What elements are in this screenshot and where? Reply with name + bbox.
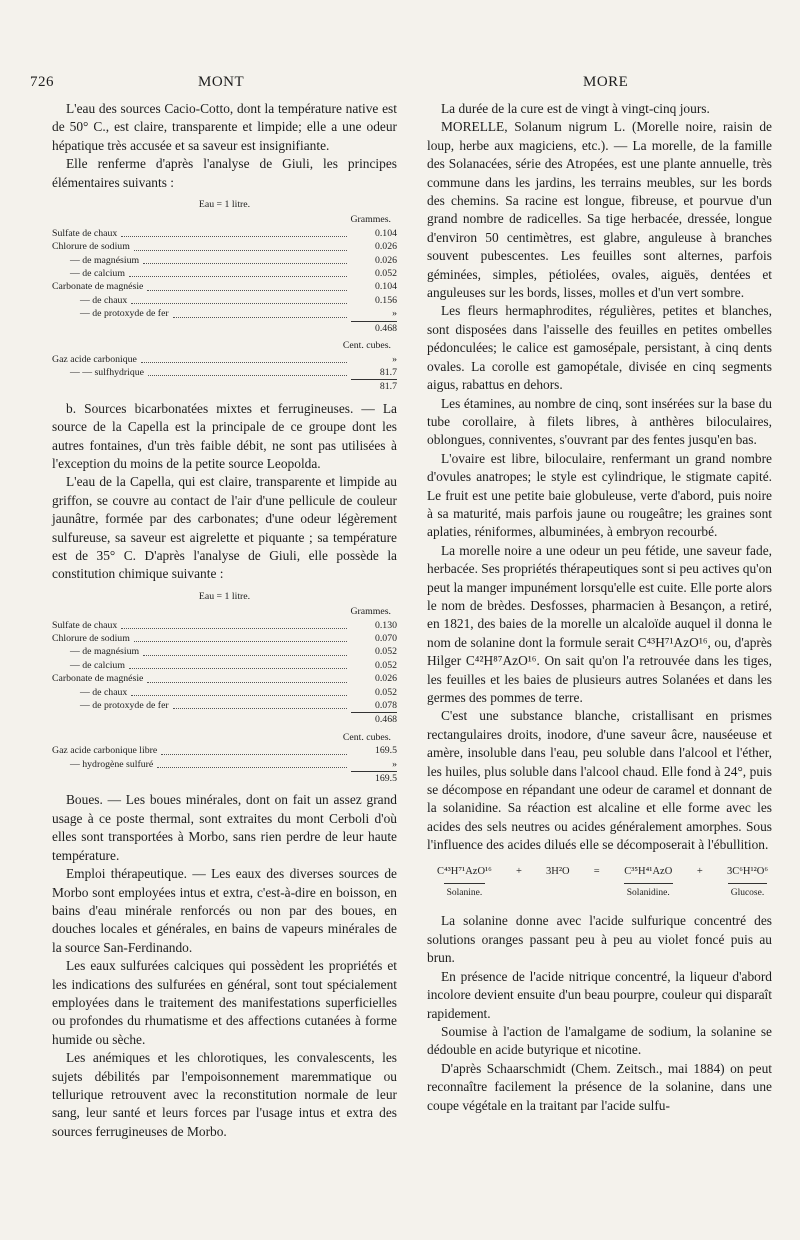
equation-label: Solanidine. xyxy=(624,883,673,902)
equation-term: 3H²O xyxy=(546,865,570,877)
paragraph: L'eau de la Capella, qui est claire, transparente et limpide au griffon, se couvre au contact de l'air d'une pellicule de couleur jaunâtre, formée par des carbonates; d'une odeur légèrement sulfureuse, sa saveur est aigrelette et piquante ; sa température est de 35° C. D'après l'analyse de Giuli, elle possède la constitution chimique suivante : xyxy=(52,474,397,582)
equation-label: Glucose. xyxy=(728,883,768,902)
table-caption: Eau = 1 litre. xyxy=(198,590,251,602)
paragraph: Les anémiques et les chlorotiques, les convalescents, les sujets débilités par l'empoisonnement maremmatique ou tellurique retrouvent avec la reconstitution normale de leur sang, leur santé et leurs forces par l'usage intus et extra des sources ferrugineuses de Morbo. xyxy=(52,1050,397,1139)
table-total: 81.7 xyxy=(52,379,397,393)
table-total: 0.468 xyxy=(52,712,397,726)
paragraph: Les fleurs hermaphrodites, régulières, petites et blanches, sont disposées dans l'aisselle des feuilles en petites ombelles pédonculées; le calice est gamosépale, persistant, à cinq dents ovales. La corolle est gamopétale, divisée en cinq segments aigus, rabattus en dehors. xyxy=(427,303,772,393)
table-row: — hydrogène sulfuré » xyxy=(70,758,397,770)
units-label: Cent. cubes. xyxy=(342,340,391,352)
table-total: 0.468 xyxy=(52,321,397,335)
table-total: 169.5 xyxy=(52,771,397,785)
paragraph: Les étamines, au nombre de cinq, sont insérées sur la base du tube corollaire, à filets libres, à anthères biloculaires, oblongues, conniventes, s'ouvrant par des fentes jusqu'en bas. xyxy=(427,395,772,448)
paragraph: Elle renferme d'après l'analyse de Giuli, les principes élémentaires suivants : xyxy=(52,156,397,190)
units-label: Grammes. xyxy=(350,606,391,618)
table-caption: Eau = 1 litre. xyxy=(198,199,251,211)
table-row: Gaz acide carbonique libre 169.5 xyxy=(52,745,397,757)
paragraph: Emploi thérapeutique. — Les eaux des diverses sources de Morbo sont employées intus et extra, c'est-à-dire en boisson, en bains d'eau minérale renforcés ou non par des boues, en douches locales et générales, en bains de vapeurs minérales de la source San-Ferdinando. xyxy=(52,866,397,955)
table-row: — de chaux 0.156 xyxy=(80,294,397,306)
paragraph: b. Sources bicarbonatées mixtes et ferrugineuses. — La source de la Capella est la principale de ce groupe dont les autres fontaines, d'un très faible débit, ne sont pas utilisées à l'exception du moins de la petite source Leopolda. xyxy=(52,400,397,471)
paragraph: D'après Schaarschmidt (Chem. Zeitsch., mai 1884) on peut reconnaître facilement la présence de la solanine, dans une coupe végétale en la traitant par l'acide sulfu- xyxy=(427,1060,772,1113)
paragraph-morelle: MORELLE, Solanum nigrum L. (Morelle noire, raisin de loup, herbe aux magiciens, etc.). — La morelle, de la famille des Solanacées, série des Atropées, est une plante annuelle, très commune dans les jardins, les terrains meubles, sur les bords des chemins. Sa racine est longue, fibreuse, et pourvue d'un grand nombre de radicelles. Sa tige herbacée, dressée, longue d'environ 50 centimètres, est glabre, anguleuse à branches souvent pubescentes. Les feuilles sont alternes, parfois géminées, simples, pétiolées, ovales, aiguës, dentées et anguleuses sur les bords, lisses, molles et d'un vert sombre. xyxy=(427,119,772,301)
equation-operator: = xyxy=(593,865,600,877)
table-row: — de magnésium 0.052 xyxy=(70,646,397,658)
paragraph: Soumise à l'action de l'amalgame de sodium, la solanine se dédouble en acide butyrique et nicotine. xyxy=(427,1023,772,1058)
paragraph: Les eaux sulfurées calciques qui possèdent les propriétés et les indications des sulfurées en général, sont tout spécialement employées dans le traitement des manifestations superficielles ou profondes du rhumatisme et des affections cutanées à forme humide ou sèche. xyxy=(52,958,397,1047)
running-head-right: MORE xyxy=(583,74,629,90)
table-row: — de magnésium 0.026 xyxy=(70,254,397,266)
paragraph: C'est une substance blanche, cristallisant en prismes rectangulaires droits, inodore, d'une saveur âcre, nauséeuse et amère, insoluble dans l'eau, peu soluble dans l'alcool et l'éther, les huiles, plus soluble dans l'alcool chaud. Elle fond à 24°, puis se décompose en répandant une odeur de caramel et donnant de la solanidine. Sa réaction est alcaline et elle forme avec les acides des sels neutres ou acides généralement amorphes. Sous l'influence des acides dilués elle se décomposerait à l'ébullition. xyxy=(427,708,772,853)
analysis-table-cacio-cotto xyxy=(52,198,397,394)
equation-operator: + xyxy=(696,865,703,877)
paragraph: La durée de la cure est de vingt à vingt-cinq jours. xyxy=(441,101,710,116)
table-row: Carbonate de magnésie 0.104 xyxy=(52,281,397,293)
table-row: Sulfate de chaux 0.130 xyxy=(52,619,397,631)
table-row: — de protoxyde de fer 0.078 xyxy=(80,700,397,712)
page-number: 726 xyxy=(30,74,54,90)
equation-term: C³⁵H⁴¹AzO Solanidine. xyxy=(624,863,673,903)
table-row: Chlorure de sodium 0.070 xyxy=(52,633,397,644)
right-column xyxy=(427,100,772,1115)
paragraph: La solanine donne avec l'acide sulfurique concentré des solutions oranges passant peu à peu au violet foncé puis au brun. xyxy=(427,913,772,966)
table-row: — de chaux 0.052 xyxy=(80,686,397,698)
table-row: Sulfate de chaux 0.104 xyxy=(52,227,397,239)
equation-operator: + xyxy=(515,865,522,877)
table-row: Chlorure de sodium 0.026 xyxy=(52,241,397,253)
running-head-left: MONT xyxy=(198,74,245,90)
equation-term: 3C⁶H¹²O⁶ Glucose. xyxy=(727,863,768,903)
paragraph: En présence de l'acide nitrique concentré, la liqueur d'abord incolore devient ensuite d'un beau pourpre, couleur qui disparaît rapidement. xyxy=(427,968,772,1021)
units-label: Cent. cubes. xyxy=(342,731,391,743)
paragraph: L'eau des sources Cacio-Cotto, dont la température native est de 50° C., est claire, transparente et limpide; elle a une odeur hépatique très accusée et sa saveur est insignifiante. xyxy=(52,101,397,153)
table-row: — de calcium 0.052 xyxy=(70,659,397,671)
paragraph: L'ovaire est libre, biloculaire, renfermant un grand nombre d'ovules anatropes; le style est cylindrique, le stigmate capité. Le fruit est une petite baie globuleuse, verte d'abord, puis noire à sa maturité, mais parfois jaune ou rougeâtre; les graines sont aplaties, réniformes, albuminées, à embryon recourbé. xyxy=(427,450,772,540)
table-row: Gaz acide carbonique » xyxy=(52,353,397,365)
table-row: Carbonate de magnésie 0.026 xyxy=(52,673,397,685)
analysis-table-capella xyxy=(52,590,397,786)
table-row: — — sulfhydrique 81.7 xyxy=(70,366,397,378)
left-column xyxy=(52,100,397,1141)
equation-term: C⁴³H⁷¹AzO¹⁶ Solanine. xyxy=(437,863,492,903)
table-row: — de protoxyde de fer » xyxy=(80,308,397,320)
paragraph: La morelle noire a une odeur un peu fétide, une saveur fade, herbacée. Ses propriétés thérapeutiques sont si peu actives qu'on peut la manger impunément lorsqu'elle est cuite. Elle porte alors le nom de brèdes. Desfosses, pharmacien à Besançon, a retiré, en 1821, des baies de la morelle un alcaloïde auquel il donna le nom de solanine dont la formule serait C⁴³H⁷¹AzO¹⁶, ou, d'après Hilger C⁴²H⁸⁷AzO¹⁶. On sait qu'on l'a retrouvée dans les tiges, les feuilles et les baies de plusieurs autres Solanées et dans les germes des pommes de terre. xyxy=(427,542,772,705)
table-row: — de calcium 0.052 xyxy=(70,268,397,280)
equation-label: Solanine. xyxy=(444,883,486,902)
chemical-equation xyxy=(437,863,768,903)
units-label: Grammes. xyxy=(350,214,391,226)
paragraph: Boues. — Les boues minérales, dont on fait un assez grand usage à ce poste thermal, sont extraites du mont Cerboli d'où elles sont transportées à Morbo, sans rien perdre de leur haute température. xyxy=(52,792,397,863)
